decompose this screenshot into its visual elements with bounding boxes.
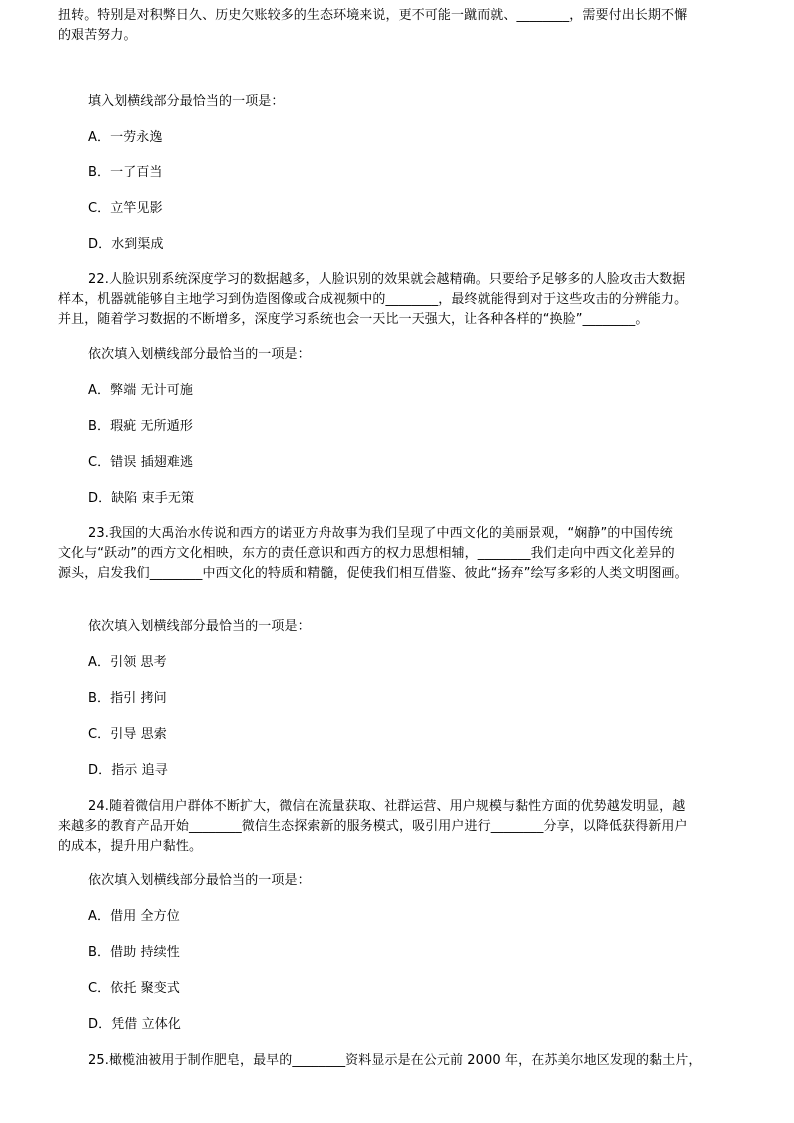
question-24-line3: 的成本，提升用户黏性。	[58, 839, 203, 854]
question-24-line2: 来越多的教育产品开始________微信生态探索新的服务模式，吸引用户进行________分享，以降低获得新用户	[58, 819, 688, 834]
q22-option-c: C．错误 插翅难逃	[88, 455, 194, 470]
q23-option-b: B．指引 拷问	[88, 691, 167, 706]
q24-option-c: C．依托 聚变式	[88, 981, 181, 996]
q24-option-b: B．借助 持续性	[88, 945, 180, 960]
question-25-line1: 25.橄榄油被用于制作肥皂，最早的________资料显示是在公元前 2000 年，在苏美尔地区发现的黏土片，	[88, 1053, 702, 1068]
option-c: C．立竿见影	[88, 201, 163, 216]
question-24-line1: 24.随着微信用户群体不断扩大，微信在流量获取、社群运营、用户规模与黏性方面的优势越发明显，越	[88, 799, 686, 814]
option-a: A．一劳永逸	[88, 130, 163, 145]
q23-option-c: C．引导 思索	[88, 727, 167, 742]
q22-option-b: B．瑕疵 无所遁形	[88, 419, 193, 434]
q23-option-d: D．指示 追寻	[88, 763, 168, 778]
question-prompt: 填入划横线部分最恰当的一项是：	[88, 94, 285, 109]
q24-option-a: A．借用 全方位	[88, 909, 180, 924]
question-text-line: 扭转。特别是对积弊日久、历史欠账较多的生态环境来说，更不可能一蹴而就、________，需要付出长期不懈	[58, 8, 688, 23]
question-text-line: 的艰苦努力。	[58, 28, 137, 43]
question-22-line2: 样本，机器就能够自主地学习到伪造图像或合成视频中的________，最终就能得到对于这些攻击的分辨能力。	[58, 292, 688, 307]
option-d: D．水到渠成	[88, 237, 164, 252]
question-23-line1: 23.我国的大禹治水传说和西方的诺亚方舟故事为我们呈现了中西文化的美丽景观，“娴静”的中国传统	[88, 526, 673, 541]
q22-option-d: D．缺陷 束手无策	[88, 491, 195, 506]
question-23-prompt: 依次填入划横线部分最恰当的一项是：	[88, 619, 311, 634]
question-23-line3: 源头，启发我们________中西文化的特质和精髓，促使我们相互借鉴、彼此“扬弃”绘写多彩的人类文明图画。	[58, 566, 688, 581]
question-23-line2: 文化与“跃动”的西方文化相映，东方的责任意识和西方的权力思想相辅，________我们走向中西文化差异的	[58, 546, 675, 561]
option-b: B．一了百当	[88, 165, 163, 180]
question-22-prompt: 依次填入划横线部分最恰当的一项是：	[88, 347, 311, 362]
question-22-line3: 并且，随着学习数据的不断增多，深度学习系统也会一天比一天强大，让各种各样的“换脸”________。	[58, 312, 649, 327]
question-22-line1: 22.人脸识别系统深度学习的数据越多，人脸识别的效果就会越精确。只要给予足够多的人脸攻击大数据	[88, 272, 686, 287]
q22-option-a: A．弊端 无计可施	[88, 383, 193, 398]
q24-option-d: D．凭借 立体化	[88, 1017, 181, 1032]
question-24-prompt: 依次填入划横线部分最恰当的一项是：	[88, 873, 311, 888]
q23-option-a: A．引领 思考	[88, 655, 167, 670]
